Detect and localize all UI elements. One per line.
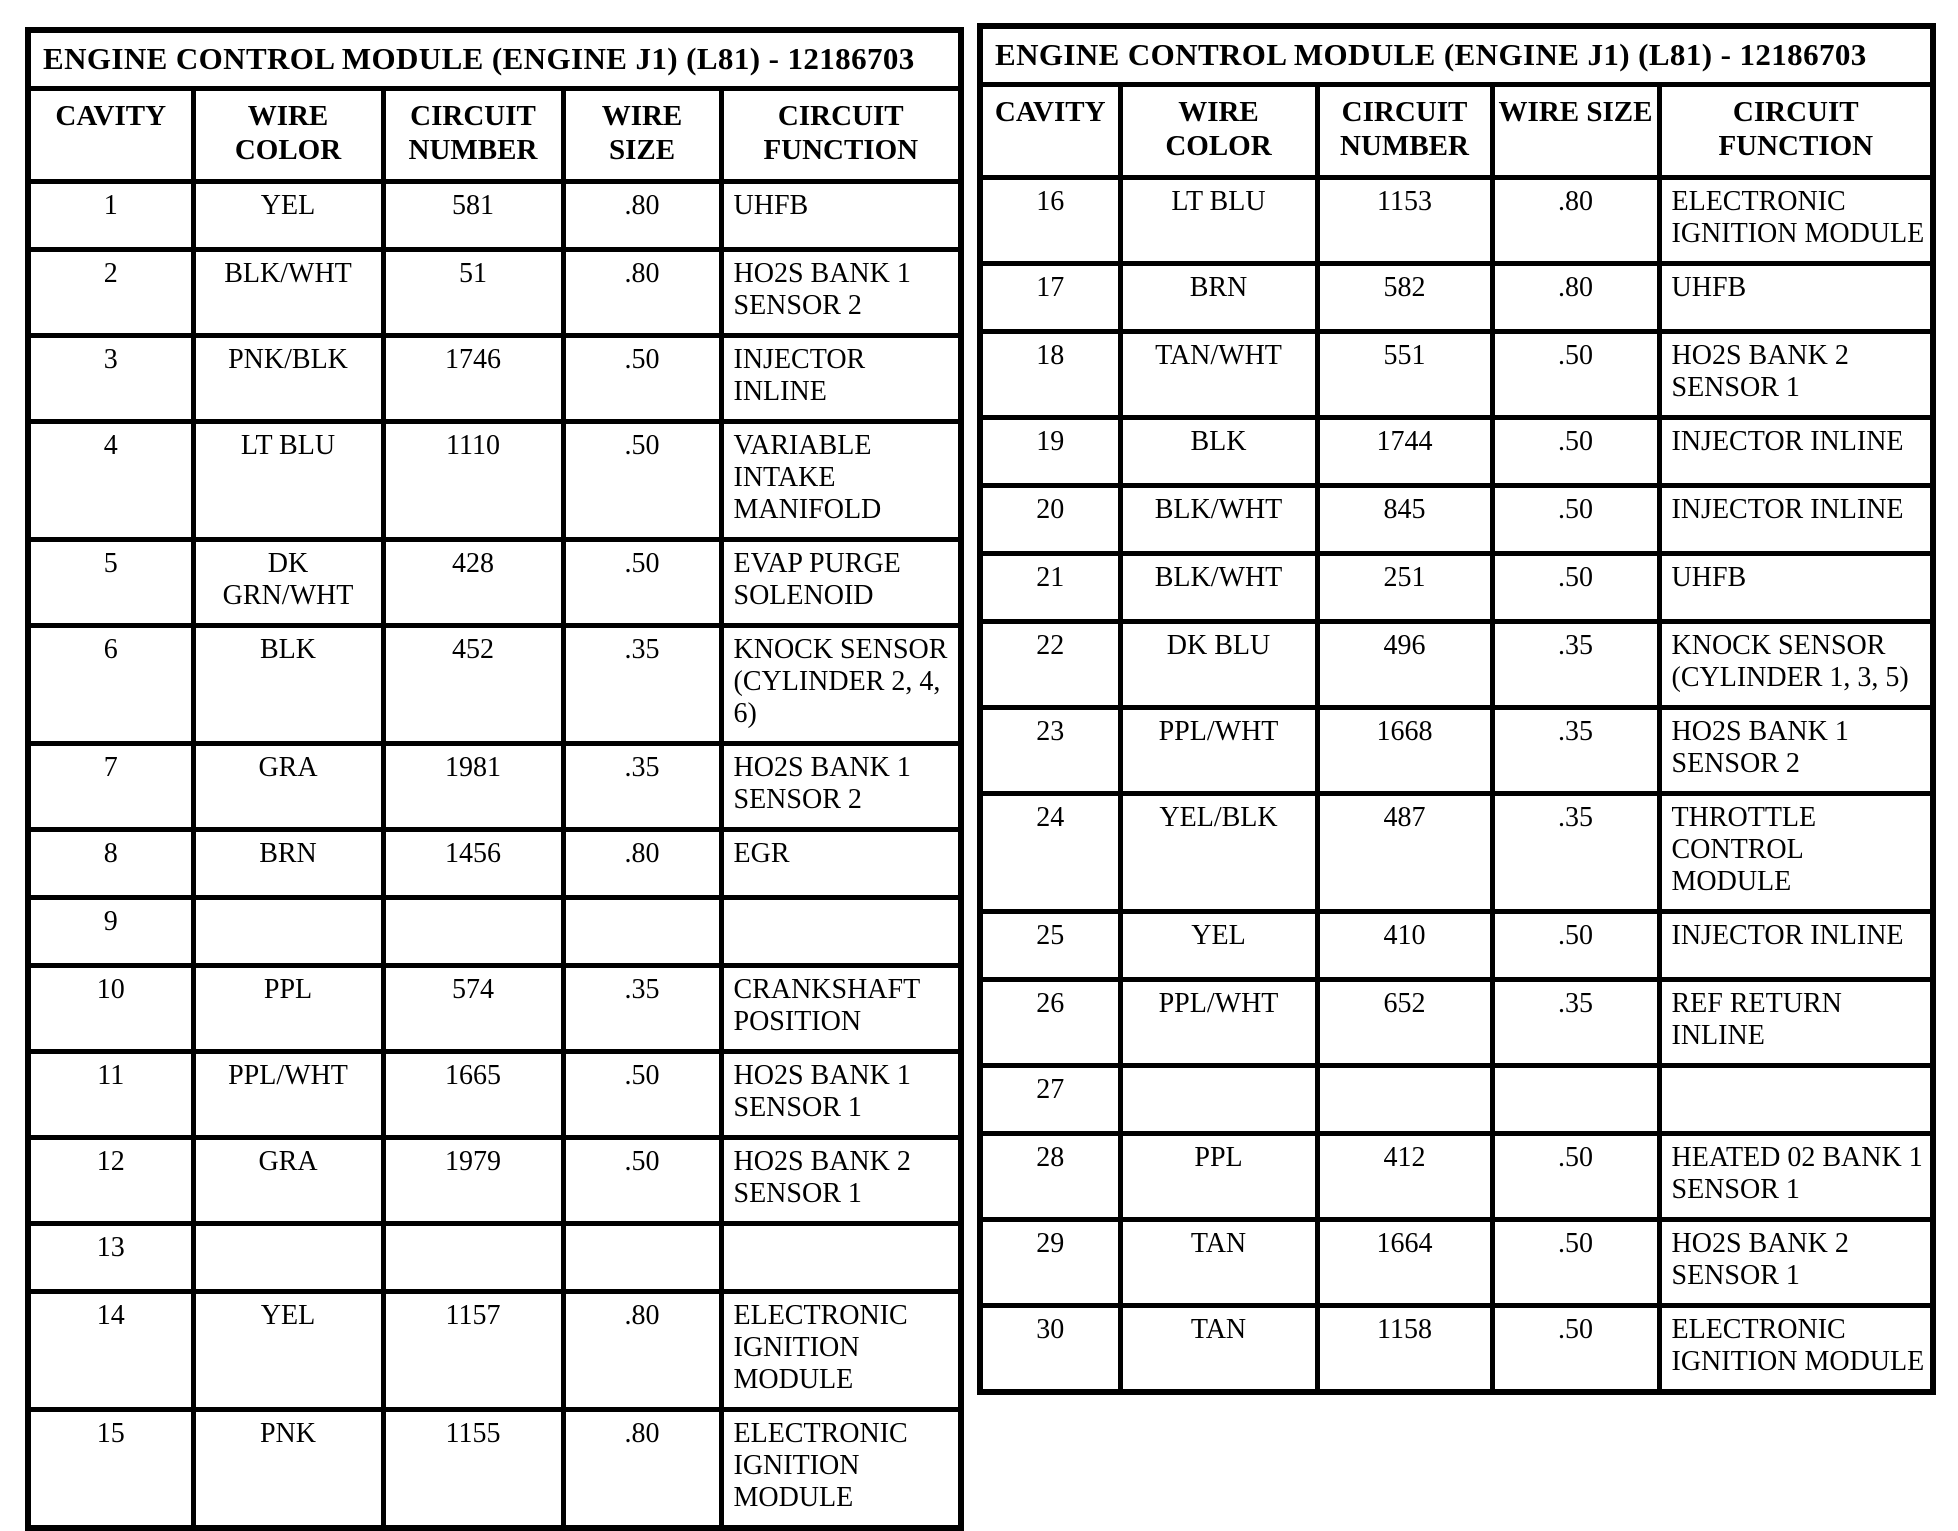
table-row (980, 794, 1933, 912)
wire-color-cell: BRN (193, 830, 383, 898)
cavity-cell: 20 (980, 486, 1120, 554)
wire-size-cell: .35 (1492, 794, 1659, 912)
circuit-number-cell: 1746 (383, 336, 563, 422)
table-body (28, 182, 961, 1529)
cavity-cell: 2 (28, 250, 193, 336)
cavity-cell: 13 (28, 1224, 193, 1292)
table-row (980, 332, 1933, 418)
circuit-function-cell: INJECTOR INLINE (1659, 418, 1933, 486)
wire-size-cell: .35 (563, 966, 721, 1052)
cavity-cell: 3 (28, 336, 193, 422)
wire-size-cell: .35 (1492, 708, 1659, 794)
circuit-function-cell: CRANKSHAFT POSITION (721, 966, 961, 1052)
table-row (28, 1224, 961, 1292)
circuit-function-cell: EVAP PURGE SOLENOID (721, 540, 961, 626)
circuit-number-cell: 1981 (383, 744, 563, 830)
wire-color-cell: PPL/WHT (1120, 980, 1317, 1066)
circuit-number-cell: 428 (383, 540, 563, 626)
table-body (980, 178, 1933, 1393)
wire-color-cell: GRA (193, 744, 383, 830)
table-title: ENGINE CONTROL MODULE (ENGINE J1) (L81) - 12186703 (980, 26, 1933, 85)
table-row (980, 980, 1933, 1066)
wire-color-cell: TAN/WHT (1120, 332, 1317, 418)
circuit-number-cell (1317, 1066, 1492, 1134)
wire-color-cell: DK GRN/WHT (193, 540, 383, 626)
wire-color-cell (193, 1224, 383, 1292)
cavity-cell: 28 (980, 1134, 1120, 1220)
wire-color-cell: LT BLU (1120, 178, 1317, 264)
column-header-row (980, 85, 1933, 178)
cavity-cell: 8 (28, 830, 193, 898)
wire-color-cell: GRA (193, 1138, 383, 1224)
table-row (28, 830, 961, 898)
circuit-number-cell (383, 898, 563, 966)
wire-size-cell: .35 (1492, 622, 1659, 708)
table-row (980, 912, 1933, 980)
wire-color-cell: PNK/BLK (193, 336, 383, 422)
wire-size-cell: .50 (563, 422, 721, 540)
circuit-function-cell: UHFB (721, 182, 961, 250)
circuit-function-cell: HO2S BANK 2 SENSOR 1 (1659, 1220, 1933, 1306)
col-header-wire-color: WIRE COLOR (193, 89, 383, 182)
wire-size-cell: .80 (563, 182, 721, 250)
col-header-circuit-number: CIRCUIT NUMBER (1317, 85, 1492, 178)
wire-size-cell: .35 (563, 744, 721, 830)
wire-size-cell (1492, 1066, 1659, 1134)
cavity-cell: 29 (980, 1220, 1120, 1306)
cavity-cell: 14 (28, 1292, 193, 1410)
col-header-wire-size: WIRE SIZE (563, 89, 721, 182)
table-row (980, 1134, 1933, 1220)
table-row (28, 422, 961, 540)
cavity-cell: 5 (28, 540, 193, 626)
wire-size-cell: .50 (563, 1138, 721, 1224)
circuit-function-cell: HO2S BANK 1 SENSOR 1 (721, 1052, 961, 1138)
wire-color-cell: BLK (1120, 418, 1317, 486)
wire-color-cell: PPL/WHT (1120, 708, 1317, 794)
table-title: ENGINE CONTROL MODULE (ENGINE J1) (L81) - 12186703 (28, 30, 961, 89)
cavity-cell: 11 (28, 1052, 193, 1138)
circuit-function-cell: HO2S BANK 2 SENSOR 1 (721, 1138, 961, 1224)
circuit-function-cell: REF RETURN INLINE (1659, 980, 1933, 1066)
cavity-cell: 27 (980, 1066, 1120, 1134)
circuit-number-cell: 1668 (1317, 708, 1492, 794)
circuit-function-cell (721, 898, 961, 966)
cavity-cell: 22 (980, 622, 1120, 708)
table-row (980, 418, 1933, 486)
circuit-number-cell: 251 (1317, 554, 1492, 622)
ecm-pinout-table-right (977, 23, 1936, 1395)
table-row (980, 554, 1933, 622)
wire-color-cell: PNK (193, 1410, 383, 1529)
table-header (28, 30, 961, 182)
table-row (980, 1066, 1933, 1134)
wire-size-cell: .80 (563, 1292, 721, 1410)
circuit-number-cell: 487 (1317, 794, 1492, 912)
wire-color-cell: PPL (1120, 1134, 1317, 1220)
wire-color-cell: BRN (1120, 264, 1317, 332)
wire-color-cell (1120, 1066, 1317, 1134)
wire-size-cell: .50 (1492, 418, 1659, 486)
title-row (980, 26, 1933, 85)
cavity-cell: 6 (28, 626, 193, 744)
circuit-number-cell: 845 (1317, 486, 1492, 554)
cavity-cell: 12 (28, 1138, 193, 1224)
circuit-number-cell: 1665 (383, 1052, 563, 1138)
wire-color-cell: LT BLU (193, 422, 383, 540)
table-row (28, 336, 961, 422)
circuit-number-cell: 652 (1317, 980, 1492, 1066)
wire-color-cell: DK BLU (1120, 622, 1317, 708)
circuit-number-cell: 1664 (1317, 1220, 1492, 1306)
wire-size-cell: .50 (563, 1052, 721, 1138)
circuit-function-cell: ELECTRONIC IGNITION MODULE (721, 1410, 961, 1529)
table-row (28, 250, 961, 336)
wire-color-cell: BLK/WHT (1120, 554, 1317, 622)
circuit-function-cell: HO2S BANK 1 SENSOR 2 (721, 250, 961, 336)
table-row (28, 966, 961, 1052)
table-row (980, 1220, 1933, 1306)
cavity-cell: 19 (980, 418, 1120, 486)
col-header-circuit-number: CIRCUIT NUMBER (383, 89, 563, 182)
circuit-number-cell: 410 (1317, 912, 1492, 980)
circuit-number-cell: 412 (1317, 1134, 1492, 1220)
circuit-function-cell: ELECTRONIC IGNITION MODULE (1659, 178, 1933, 264)
wire-size-cell: .50 (563, 540, 721, 626)
circuit-number-cell: 1155 (383, 1410, 563, 1529)
circuit-function-cell: INJECTOR INLINE (721, 336, 961, 422)
col-header-cavity: CAVITY (980, 85, 1120, 178)
column-header-row (28, 89, 961, 182)
circuit-number-cell: 452 (383, 626, 563, 744)
wire-color-cell: BLK/WHT (1120, 486, 1317, 554)
table-row (28, 898, 961, 966)
wire-color-cell: YEL (1120, 912, 1317, 980)
wire-color-cell: YEL/BLK (1120, 794, 1317, 912)
wire-color-cell: TAN (1120, 1306, 1317, 1393)
circuit-number-cell: 1456 (383, 830, 563, 898)
circuit-number-cell: 51 (383, 250, 563, 336)
cavity-cell: 4 (28, 422, 193, 540)
wire-color-cell: YEL (193, 182, 383, 250)
circuit-number-cell: 574 (383, 966, 563, 1052)
circuit-function-cell: HO2S BANK 2 SENSOR 1 (1659, 332, 1933, 418)
circuit-number-cell: 551 (1317, 332, 1492, 418)
col-header-cavity: CAVITY (28, 89, 193, 182)
cavity-cell: 30 (980, 1306, 1120, 1393)
cavity-cell: 1 (28, 182, 193, 250)
cavity-cell: 21 (980, 554, 1120, 622)
circuit-number-cell: 1157 (383, 1292, 563, 1410)
wire-size-cell: .80 (1492, 264, 1659, 332)
wire-color-cell: TAN (1120, 1220, 1317, 1306)
circuit-function-cell: KNOCK SENSOR (CYLINDER 2, 4, 6) (721, 626, 961, 744)
table-row (980, 622, 1933, 708)
circuit-function-cell: UHFB (1659, 554, 1933, 622)
wire-size-cell: .50 (1492, 1134, 1659, 1220)
circuit-function-cell (721, 1224, 961, 1292)
wire-size-cell: .35 (1492, 980, 1659, 1066)
circuit-number-cell: 1158 (1317, 1306, 1492, 1393)
wire-size-cell: .50 (1492, 332, 1659, 418)
wire-color-cell: PPL/WHT (193, 1052, 383, 1138)
table-row (28, 540, 961, 626)
wire-size-cell: .35 (563, 626, 721, 744)
wire-size-cell: .50 (1492, 554, 1659, 622)
wire-size-cell: .50 (1492, 912, 1659, 980)
circuit-number-cell: 1153 (1317, 178, 1492, 264)
circuit-number-cell: 496 (1317, 622, 1492, 708)
circuit-function-cell: VARIABLE INTAKE MANIFOLD (721, 422, 961, 540)
circuit-number-cell: 1744 (1317, 418, 1492, 486)
circuit-function-cell: THROTTLE CONTROL MODULE (1659, 794, 1933, 912)
col-header-wire-size: WIRE SIZE (1492, 85, 1659, 178)
wire-size-cell: .80 (563, 830, 721, 898)
wire-size-cell: .50 (1492, 1220, 1659, 1306)
wire-color-cell: PPL (193, 966, 383, 1052)
cavity-cell: 7 (28, 744, 193, 830)
table-row (28, 1138, 961, 1224)
circuit-function-cell: INJECTOR INLINE (1659, 486, 1933, 554)
circuit-number-cell: 582 (1317, 264, 1492, 332)
cavity-cell: 26 (980, 980, 1120, 1066)
wire-color-cell: BLK/WHT (193, 250, 383, 336)
cavity-cell: 16 (980, 178, 1120, 264)
wire-size-cell: .50 (563, 336, 721, 422)
wire-color-cell (193, 898, 383, 966)
table-row (28, 1410, 961, 1529)
circuit-function-cell: UHFB (1659, 264, 1933, 332)
table-row (980, 1306, 1933, 1393)
title-row (28, 30, 961, 89)
circuit-function-cell: HO2S BANK 1 SENSOR 2 (1659, 708, 1933, 794)
wire-size-cell: .50 (1492, 486, 1659, 554)
circuit-number-cell: 581 (383, 182, 563, 250)
table-row (28, 626, 961, 744)
wire-color-cell: BLK (193, 626, 383, 744)
cavity-cell: 9 (28, 898, 193, 966)
table-row (980, 264, 1933, 332)
circuit-function-cell: ELECTRONIC IGNITION MODULE (721, 1292, 961, 1410)
cavity-cell: 25 (980, 912, 1120, 980)
cavity-cell: 23 (980, 708, 1120, 794)
wire-size-cell (563, 1224, 721, 1292)
circuit-function-cell: HEATED 02 BANK 1 SENSOR 1 (1659, 1134, 1933, 1220)
table-row (28, 1052, 961, 1138)
cavity-cell: 15 (28, 1410, 193, 1529)
circuit-number-cell: 1979 (383, 1138, 563, 1224)
table-row (980, 708, 1933, 794)
wire-size-cell: .80 (563, 250, 721, 336)
circuit-function-cell: INJECTOR INLINE (1659, 912, 1933, 980)
table-row (980, 178, 1933, 264)
wire-size-cell: .50 (1492, 1306, 1659, 1393)
circuit-function-cell: ELECTRONIC IGNITION MODULE (1659, 1306, 1933, 1393)
ecm-pinout-table-left (25, 27, 964, 1531)
table-header (980, 26, 1933, 178)
circuit-function-cell: KNOCK SENSOR (CYLINDER 1, 3, 5) (1659, 622, 1933, 708)
cavity-cell: 24 (980, 794, 1120, 912)
wire-size-cell (563, 898, 721, 966)
col-header-wire-color: WIRE COLOR (1120, 85, 1317, 178)
table-row (28, 1292, 961, 1410)
col-header-circuit-function: CIRCUIT FUNCTION (1659, 85, 1933, 178)
circuit-function-cell: HO2S BANK 1 SENSOR 2 (721, 744, 961, 830)
table-row (980, 486, 1933, 554)
cavity-cell: 18 (980, 332, 1120, 418)
circuit-number-cell: 1110 (383, 422, 563, 540)
wire-color-cell: YEL (193, 1292, 383, 1410)
cavity-cell: 17 (980, 264, 1120, 332)
table-row (28, 744, 961, 830)
wire-size-cell: .80 (563, 1410, 721, 1529)
cavity-cell: 10 (28, 966, 193, 1052)
wire-size-cell: .80 (1492, 178, 1659, 264)
circuit-function-cell (1659, 1066, 1933, 1134)
table-row (28, 182, 961, 250)
col-header-circuit-function: CIRCUIT FUNCTION (721, 89, 961, 182)
circuit-function-cell: EGR (721, 830, 961, 898)
circuit-number-cell (383, 1224, 563, 1292)
